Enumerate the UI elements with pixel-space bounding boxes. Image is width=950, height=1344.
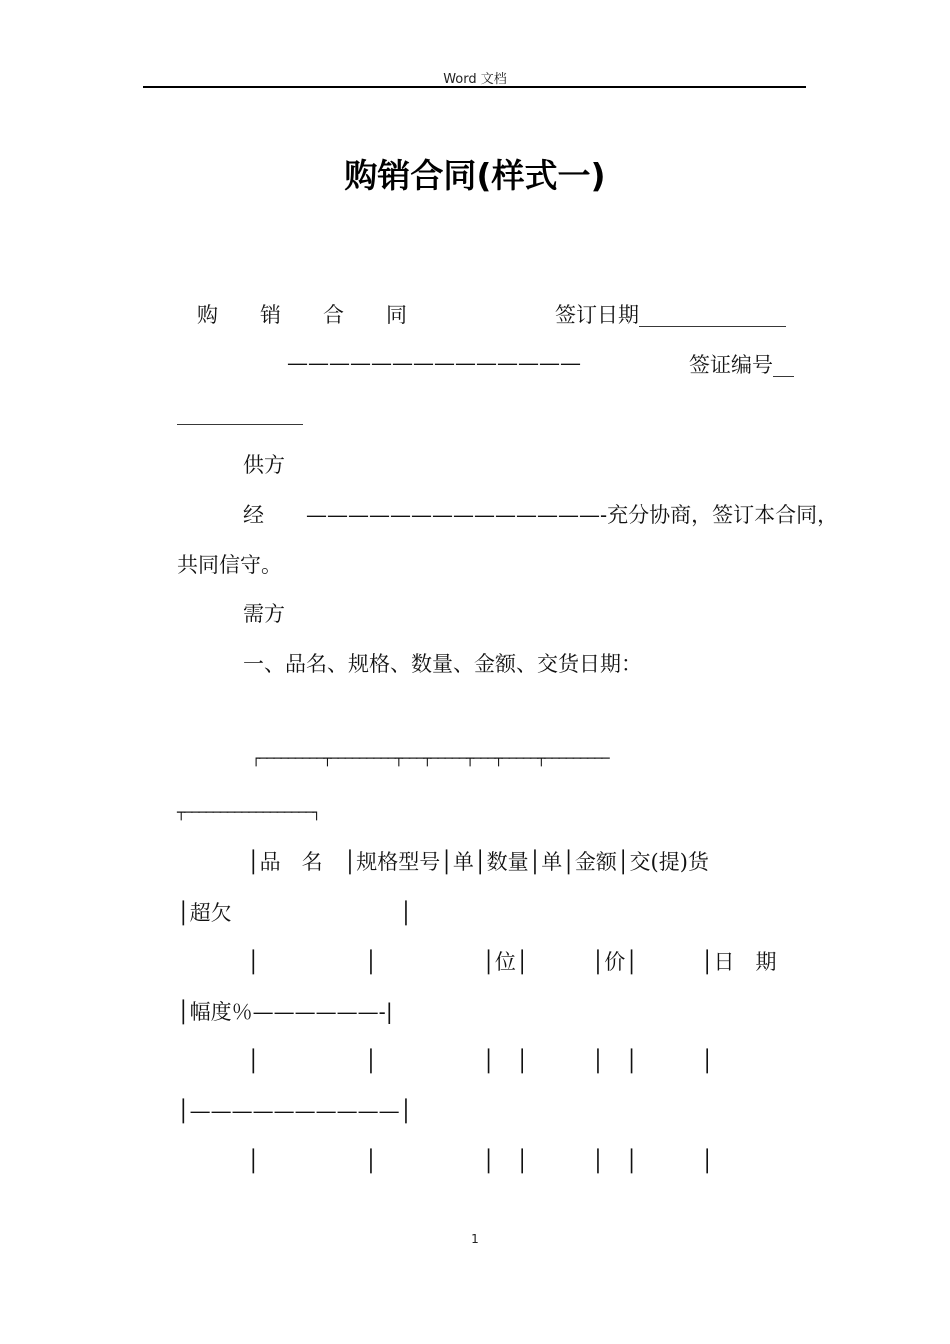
blank-line: —————————————— <box>287 351 581 375</box>
contract-heading-text: 购 销 合 同 <box>197 303 407 327</box>
table-header-row: │品 名 │规格型号│单│数量│单│金额│交(提)货 <box>247 850 709 874</box>
table-row: │ │ │ │ │ │ │ <box>247 1149 714 1173</box>
table-top-border: ┌─────────┬─────────┬───┬─────┬───┬─────┬───────── <box>252 751 609 767</box>
table-row-continued: │——————————│ <box>177 1099 413 1123</box>
table-header-row-2-continued: │幅度％——————-| <box>177 1000 393 1024</box>
table-row: │ │ │ │ │ │ │ <box>247 1049 714 1073</box>
supplier-label: 供方 <box>243 453 285 477</box>
table-header-row-2: │ │ │位│ │价│ │日 期 <box>247 950 777 974</box>
table-header-row-continued: │超欠 │ <box>177 901 413 925</box>
visa-number-field: 签证编号__ <box>689 353 794 377</box>
negotiation-clause-continued: 共同信守。 <box>177 553 282 577</box>
page-number: 1 <box>471 1232 479 1246</box>
table-top-border-continued: ┬──────────────────┐ <box>177 805 320 821</box>
header-rule <box>143 86 806 88</box>
signing-date-field: 签订日期______________ <box>555 303 786 327</box>
document-title: 购销合同(样式一) <box>344 156 606 195</box>
visa-number-blank: ____________ <box>177 401 303 425</box>
negotiation-clause: 经 ——————————————-充分协商，签订本合同， <box>243 503 839 527</box>
buyer-label: 需方 <box>243 602 285 626</box>
section-one-heading: 一、品名、规格、数量、金额、交货日期： <box>243 652 642 676</box>
page-header: Word 文档 <box>443 72 507 87</box>
